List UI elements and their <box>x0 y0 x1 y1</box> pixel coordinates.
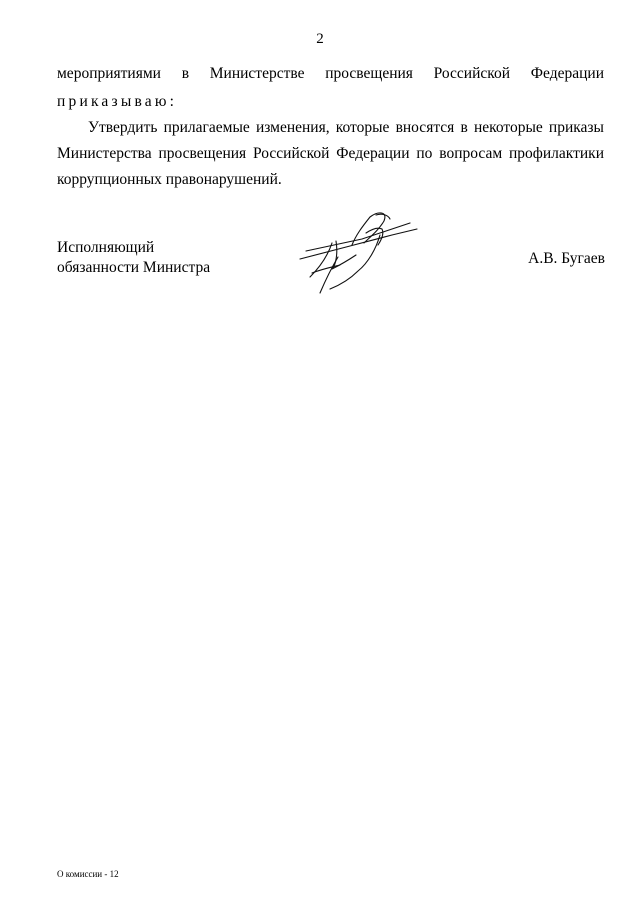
handwritten-signature <box>292 205 427 295</box>
word: Федерации <box>530 65 604 82</box>
word: по <box>416 145 433 162</box>
word: приказы <box>548 119 604 136</box>
signer-title-line1: Исполняющий <box>57 239 155 256</box>
signer-name: А.В. Бугаев <box>528 250 605 267</box>
signer-title-line2: обязанности Министра <box>57 259 211 276</box>
word: Российской <box>433 65 511 82</box>
word: просвещения <box>325 65 413 82</box>
word: в <box>460 119 468 136</box>
word: изменения, <box>255 119 330 136</box>
word: в <box>181 65 190 82</box>
word: Министерства <box>57 145 152 162</box>
word: Российской <box>253 145 330 162</box>
word: профилактики <box>509 145 604 162</box>
word: вносятся <box>395 119 455 136</box>
word: Утвердить <box>88 119 158 136</box>
paragraph1-line1 <box>57 64 604 84</box>
word: вопросам <box>439 145 503 162</box>
word: Федерации <box>336 145 410 162</box>
order-keyword: приказываю: <box>57 93 178 110</box>
paragraph2-line2 <box>57 144 604 164</box>
paragraph2-line1 <box>88 118 604 138</box>
paragraph2-line3: коррупционных правонарушений. <box>57 171 282 188</box>
word: прилагаемые <box>163 119 250 136</box>
word: Министерстве <box>209 65 305 82</box>
signer-title <box>57 238 210 278</box>
footer-note: О комиссии - 12 <box>57 869 119 879</box>
word: некоторые <box>473 119 543 136</box>
word: просвещения <box>158 145 247 162</box>
word: которые <box>335 119 390 136</box>
word: мероприятиями <box>57 65 161 82</box>
page-number: 2 <box>316 31 324 47</box>
